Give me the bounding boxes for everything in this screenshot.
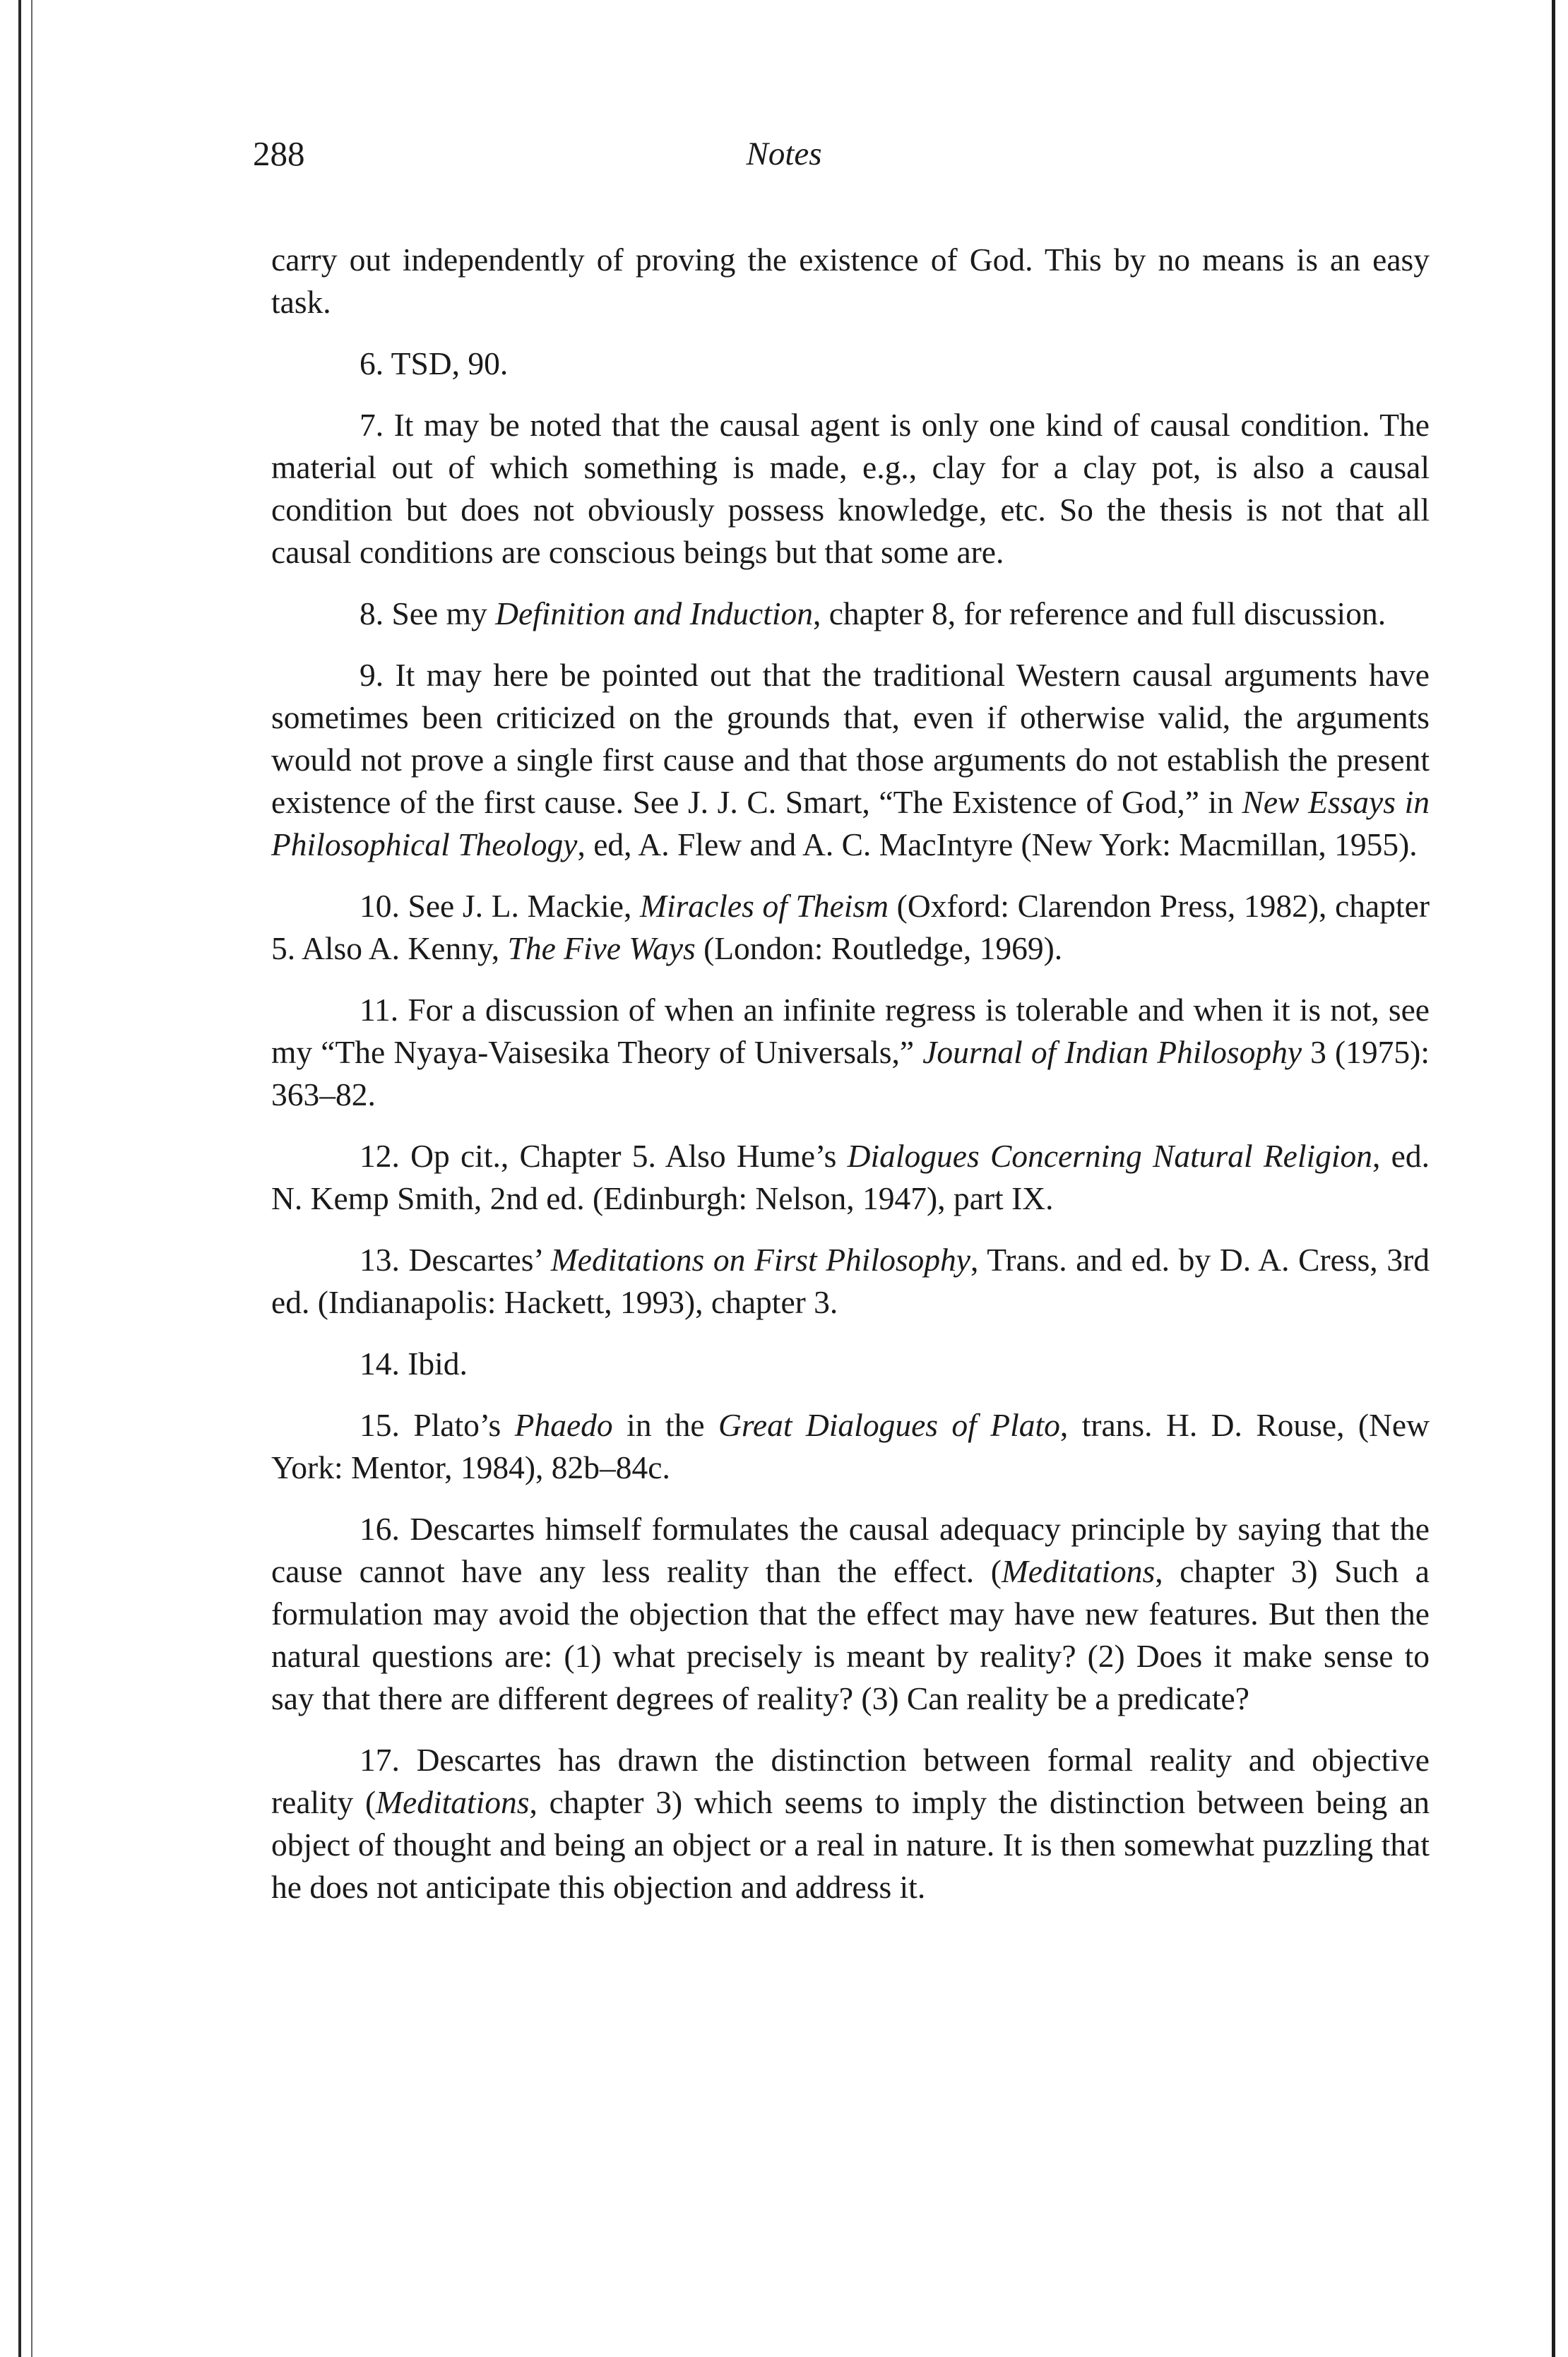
- note-7: 7. It may be noted that the causal agent is only one kind of causal condition. The material out of which something is made, e.g., clay for a clay pot, is also a causal condition but does not obviously possess knowledge, etc. So the thesis is not that all causal conditions are conscious beings but that some are.: [271, 407, 1430, 570]
- book-title: Definition and Induction: [495, 595, 813, 631]
- book-title: Miracles of Theism: [640, 888, 889, 924]
- book-title: Meditations on First Philosophy: [550, 1242, 970, 1278]
- note-continuation: carry out independently of proving the existence of God. This by no means is an easy task.: [271, 242, 1430, 320]
- book-title: Meditations: [1001, 1553, 1156, 1589]
- note-16: 16. Descartes himself formulates the causal adequacy principle by saying that the cause cannot have any less reality than the effect. (Meditations, chapter 3) Such a formulation may avoid the objection that the effect may have new features. But then the natural questions are: (1) what precisely is meant by reality? (2) Does it make sense to say that there are different degrees of reality? (3) Can reality be a predicate?: [271, 1511, 1430, 1716]
- book-title: Meditations: [376, 1784, 530, 1820]
- note-6: 6. TSD, 90.: [360, 345, 509, 381]
- page-number: 288: [253, 134, 305, 173]
- note-11: 11. For a discussion of when an infinite regress is tolerable and when it is not, see my “The Nyaya-Vaisesika Theory of Universals,” Journal of Indian Philosophy 3 (1975): 363–82.: [271, 992, 1430, 1112]
- scan-edge-left: [18, 0, 21, 2357]
- journal-title: Journal of Indian Philosophy: [922, 1034, 1302, 1070]
- book-title: Dialogues Concerning Natural Religion: [847, 1138, 1373, 1174]
- note-17: 17. Descartes has drawn the distinction between formal reality and objective reality (Meditations, chapter 3) which seems to imply the distinction between being an object of thought and being an object or a real in nature. It is then somewhat puzzling that he does not anticipate this objection and address it.: [271, 1742, 1430, 1905]
- note-14: 14. Ibid.: [360, 1346, 468, 1382]
- book-title: Phaedo: [514, 1407, 613, 1443]
- note-8: 8. See my Definition and Induction, chapter 8, for reference and full discussion.: [360, 595, 1386, 631]
- note-10: 10. See J. L. Mackie, Miracles of Theism (Oxford: Clarendon Press, 1982), chapter 5. Also A. Kenny, The Five Ways (London: Routledge, 1969).: [271, 888, 1430, 966]
- running-head: Notes: [746, 136, 822, 172]
- scan-edge-left-inner: [31, 0, 32, 2357]
- book-title: New Essays in Philosophical Theology: [271, 784, 1430, 862]
- book-title: Great Dialogues of Plato: [718, 1407, 1060, 1443]
- scan-edge-right: [1552, 0, 1555, 2357]
- note-15: 15. Plato’s Phaedo in the Great Dialogues of Plato, trans. H. D. Rouse, (New York: Mentor, 1984), 82b–84c.: [271, 1407, 1430, 1485]
- note-9: 9. It may here be pointed out that the traditional Western causal arguments have sometimes been criticized on the grounds that, even if otherwise valid, the arguments would not prove a single first cause and that those arguments do not establish the present existence of the first cause. See J. J. C. Smart, “The Existence of God,” in New Essays in Philosophical Theology, ed, A. Flew and A. C. MacIntyre (New York: Macmillan, 1955).: [271, 657, 1430, 862]
- note-12: 12. Op cit., Chapter 5. Also Hume’s Dialogues Concerning Natural Religion, ed. N. Kemp Smith, 2nd ed. (Edinburgh: Nelson, 1947), part IX.: [271, 1138, 1430, 1216]
- notes-body: [271, 239, 1430, 1928]
- note-13: 13. Descartes’ Meditations on First Philosophy, Trans. and ed. by D. A. Cress, 3rd ed. (Indianapolis: Hackett, 1993), chapter 3.: [271, 1242, 1430, 1320]
- book-title: The Five Ways: [507, 930, 696, 966]
